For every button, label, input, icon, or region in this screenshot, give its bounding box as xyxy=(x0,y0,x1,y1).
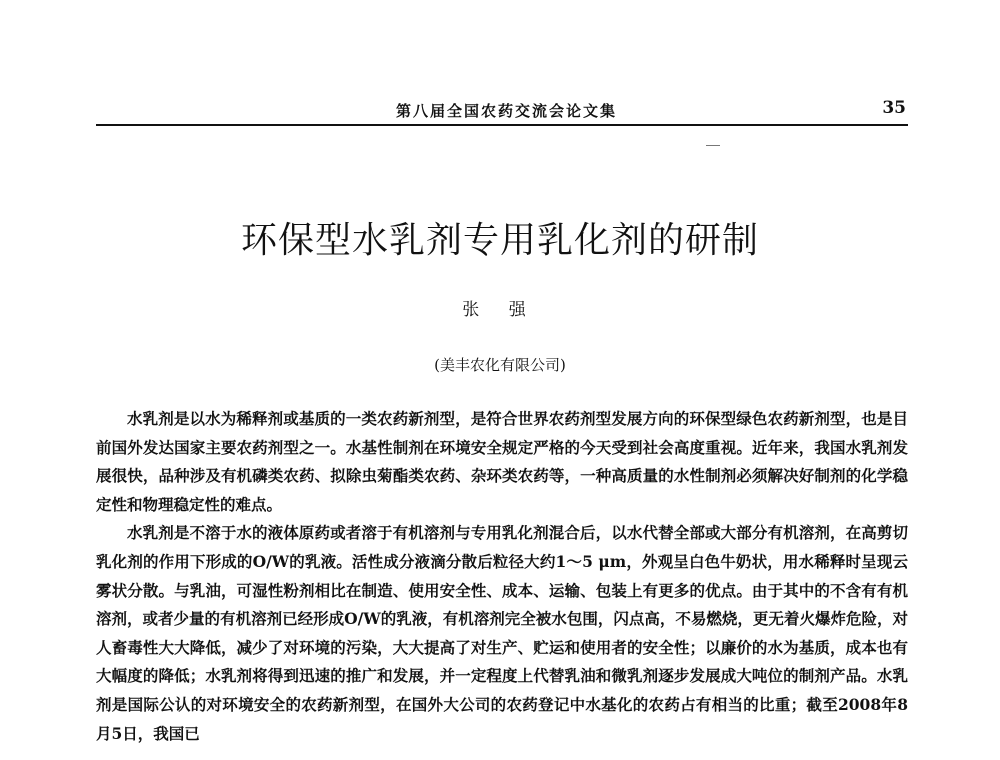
author: 张 强 xyxy=(462,300,538,320)
page-number: 35 xyxy=(882,98,906,118)
scan-mark xyxy=(706,145,720,146)
article-title: 环保型水乳剂专用乳化剂的研制 xyxy=(240,220,759,261)
paragraph: 水乳剂是不溶于水的液体原药或者溶于有机溶剂与专用乳化剂混合后，以水代替全部或大部分有机溶剂，在高剪切乳化剂的作用下形成的O/W的乳液。活性成分液滴分散后粒径大约1～5 μm，外观呈白色牛奶状，用水稀释时呈现云雾状分散。与乳油，可湿性粉剂相比在制造、使用安全性、成本、运输、包装上有更多的优点。由于其中的不含有有机溶剂，或者少量的有机溶剂已经形成O/W的乳液，有机溶剂完全被水包围，闪点高，不易燃烧，更无着火爆炸危险，对人畜毒性大大降低，减少了对环境的污染，大大提高了对生产、贮运和使用者的安全性；以廉价的水为基质，成本也有大幅度的降低；水乳剂将得到迅速的推广和发展，并一定程度上代替乳油和微乳剂逐步发展成大吨位的制剂产品。水乳剂是国际公认的对环境安全的农药新剂型，在国外大公司的农药登记中水基化的农药占有相当的比重；截至2008年8月5日，我国已 xyxy=(96,523,908,743)
affiliation: (美丰农化有限公司) xyxy=(434,356,566,374)
running-title: 第八届全国农药交流会论文集 xyxy=(396,102,618,120)
article-body xyxy=(96,405,908,748)
paragraph: 水乳剂是以水为稀释剂或基质的一类农药新剂型，是符合世界农药剂型发展方向的环保型绿色农药新剂型，也是目前国外发达国家主要农药剂型之一。水基性制剂在环境安全规定严格的今天受到社会高度重视。近年来，我国水乳剂发展很快，品种涉及有机磷类农药、拟除虫菊酯类农药、杂环类农药等，一种高质量的水性制剂必须解决好制剂的化学稳定性和物理稳定性的难点。 xyxy=(96,409,908,514)
running-header xyxy=(96,96,908,126)
